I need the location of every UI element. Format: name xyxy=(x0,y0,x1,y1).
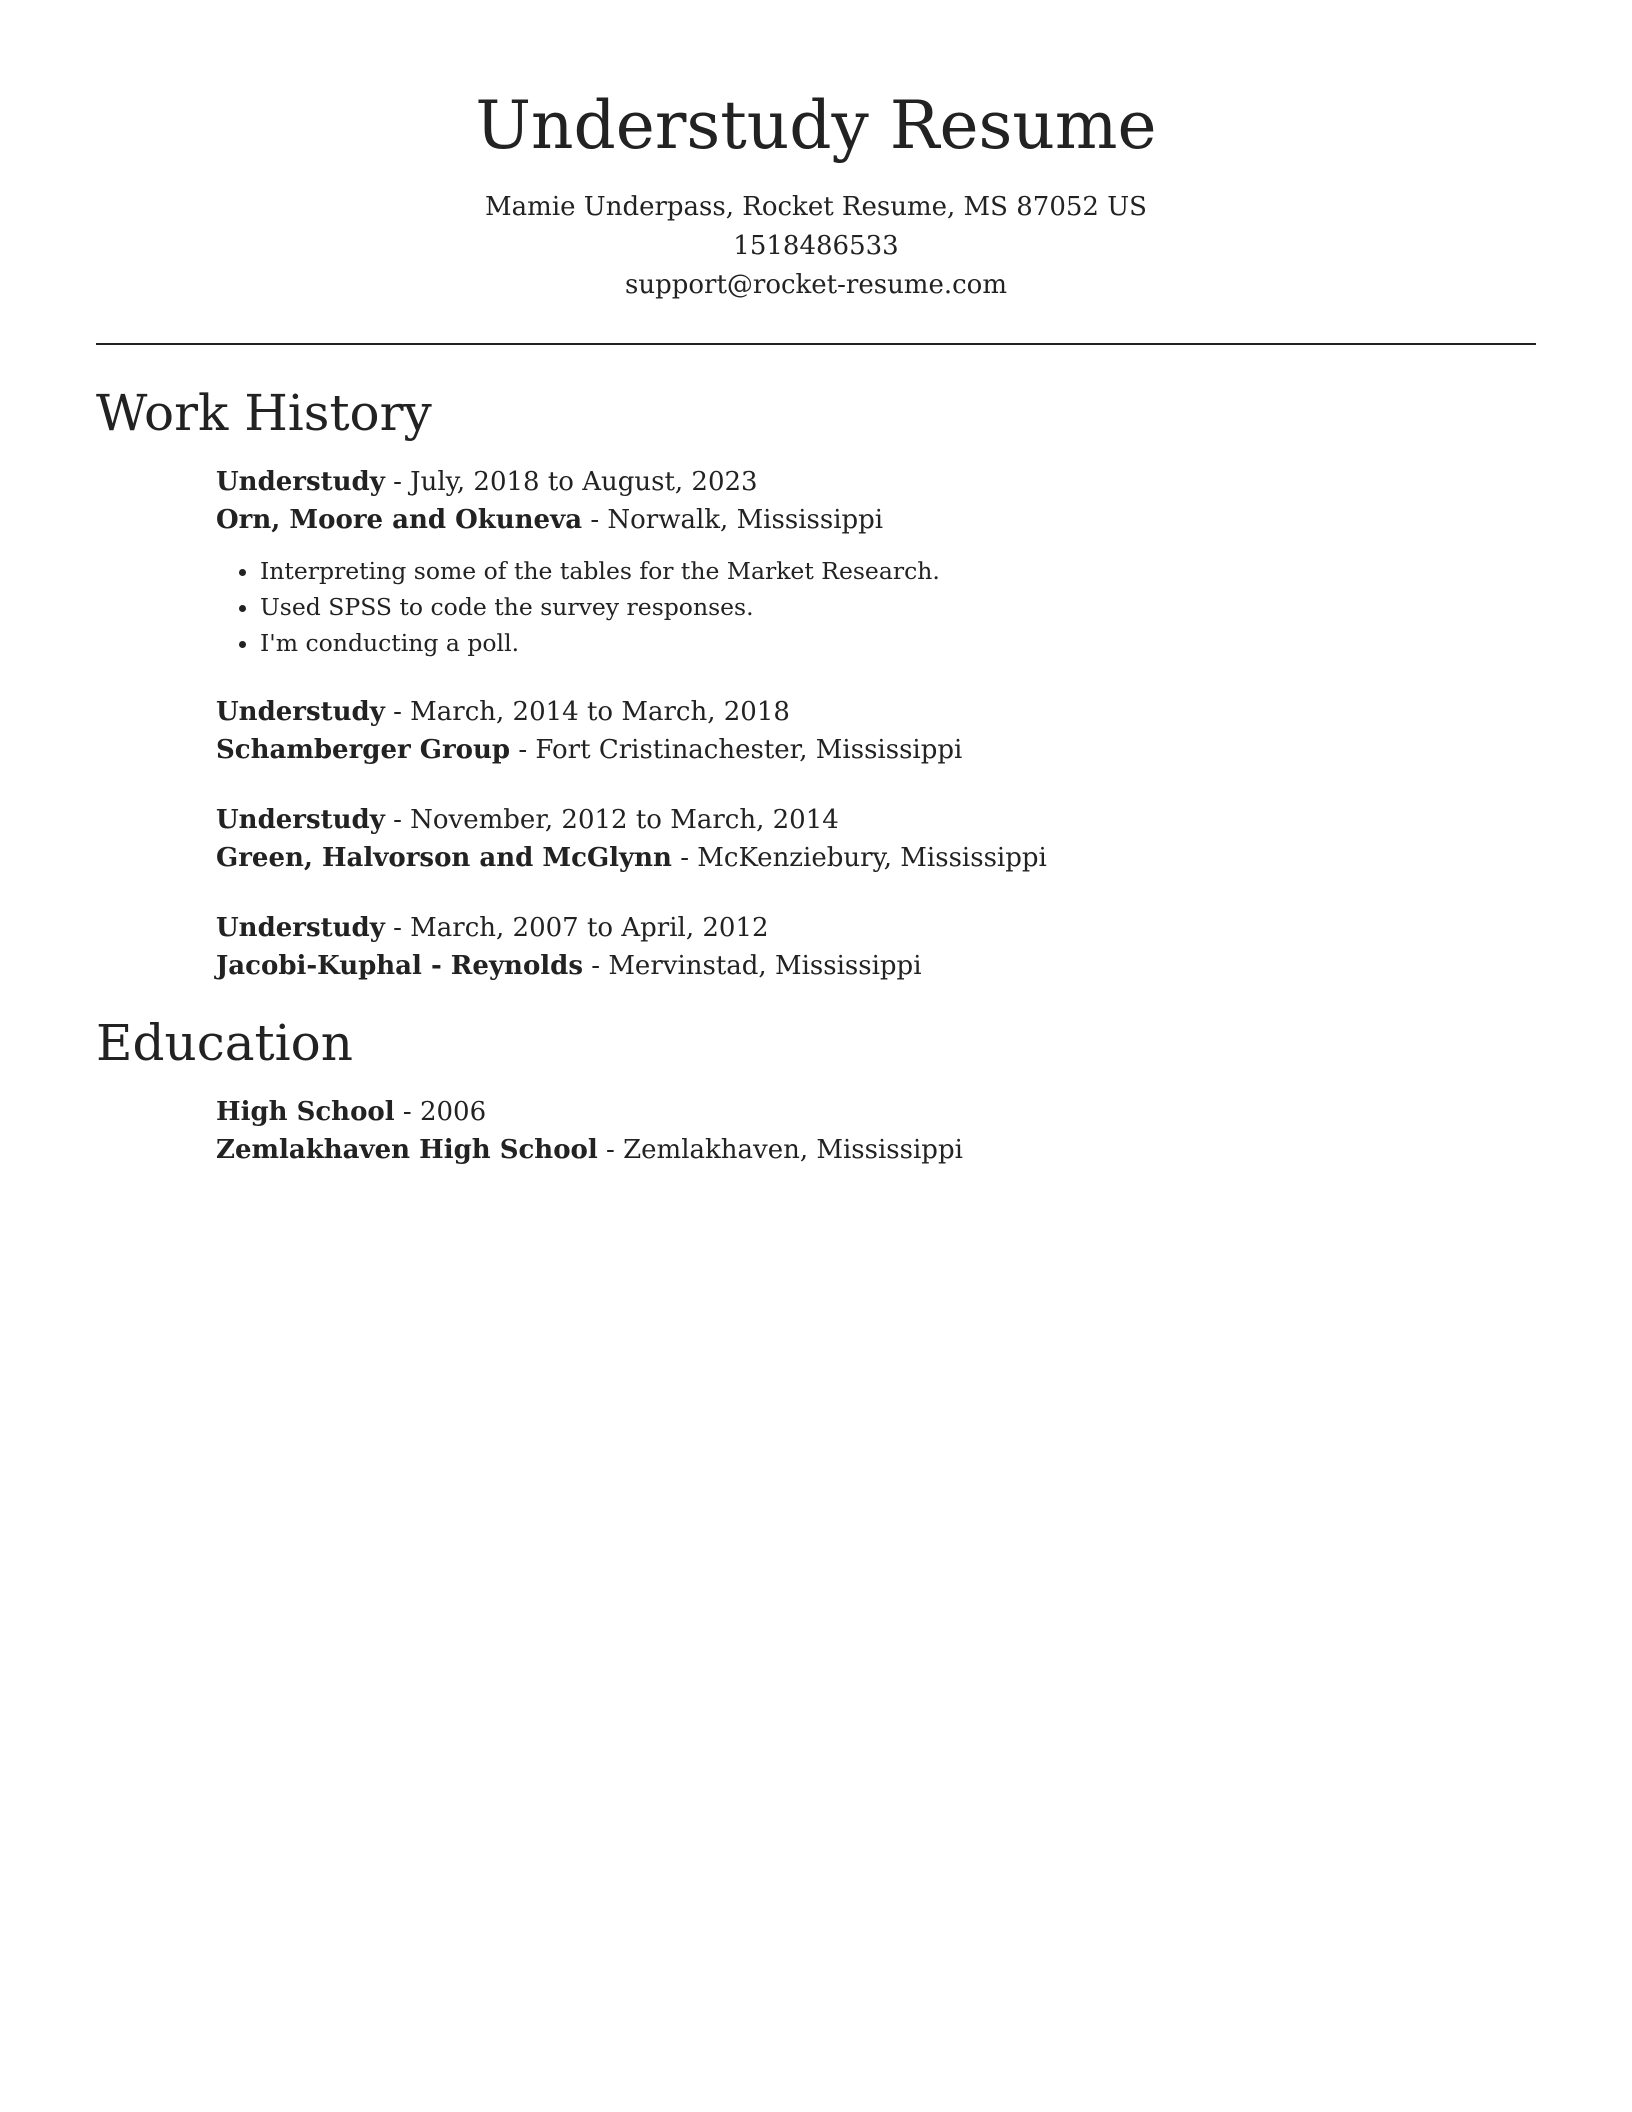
education-school: Zemlakhaven High School xyxy=(216,1135,598,1165)
education-degree: High School xyxy=(216,1097,395,1127)
job-entry xyxy=(216,463,1536,661)
resume-title: Understudy Resume xyxy=(475,87,1157,164)
contact-email: support@rocket-resume.com xyxy=(624,270,1007,300)
job-entry xyxy=(216,909,1536,985)
job-title: Understudy xyxy=(216,467,385,497)
job-company-line xyxy=(216,947,1536,985)
job-dates: - July, 2018 to August, 2023 xyxy=(384,467,758,497)
job-entry xyxy=(216,801,1536,877)
job-title-line xyxy=(216,801,1536,839)
education-school-line xyxy=(216,1131,1536,1169)
job-title: Understudy xyxy=(216,805,385,835)
job-title-line xyxy=(216,693,1536,731)
education-entry xyxy=(216,1093,1536,1169)
contact-phone: 1518486533 xyxy=(733,231,899,261)
job-company: Jacobi-Kuphal - Reynolds xyxy=(216,951,583,981)
job-bullet: • Used SPSS to code the survey responses. xyxy=(260,589,1536,625)
education-list xyxy=(96,1093,1536,1169)
job-company-line xyxy=(216,501,1536,539)
job-company: Orn, Moore and Okuneva xyxy=(216,505,583,535)
contact-address: Mamie Underpass, Rocket Resume, MS 87052 US xyxy=(485,192,1147,222)
education-year: - 2006 xyxy=(394,1097,487,1127)
job-dates: - November, 2012 to March, 2014 xyxy=(384,805,839,835)
resume-header xyxy=(96,0,1536,305)
job-company: Schamberger Group xyxy=(216,735,511,765)
job-bullets xyxy=(216,553,1536,661)
job-dates: - March, 2014 to March, 2018 xyxy=(384,697,790,727)
job-title: Understudy xyxy=(216,697,385,727)
job-entry xyxy=(216,693,1536,769)
education-heading: Education xyxy=(96,1014,353,1072)
job-location: - Norwalk, Mississippi xyxy=(582,505,884,535)
job-title: Understudy xyxy=(216,913,385,943)
job-dates: - March, 2007 to April, 2012 xyxy=(384,913,769,943)
header-divider xyxy=(96,343,1536,345)
work-history-heading: Work History xyxy=(96,384,432,442)
job-location: - McKenziebury, Mississippi xyxy=(671,843,1047,873)
job-company: Green, Halvorson and McGlynn xyxy=(216,843,672,873)
education-location: - Zemlakhaven, Mississippi xyxy=(597,1135,963,1165)
job-location: - Fort Cristinachester, Mississippi xyxy=(510,735,963,765)
work-history-list xyxy=(96,463,1536,985)
education-degree-line xyxy=(216,1093,1536,1131)
job-title-line xyxy=(216,463,1536,501)
job-company-line xyxy=(216,731,1536,769)
job-bullet: • Interpreting some of the tables for the Market Research. xyxy=(260,553,1536,589)
job-location: - Mervinstad, Mississippi xyxy=(583,951,922,981)
job-bullet: • I'm conducting a poll. xyxy=(260,625,1536,661)
job-title-line xyxy=(216,909,1536,947)
job-company-line xyxy=(216,839,1536,877)
